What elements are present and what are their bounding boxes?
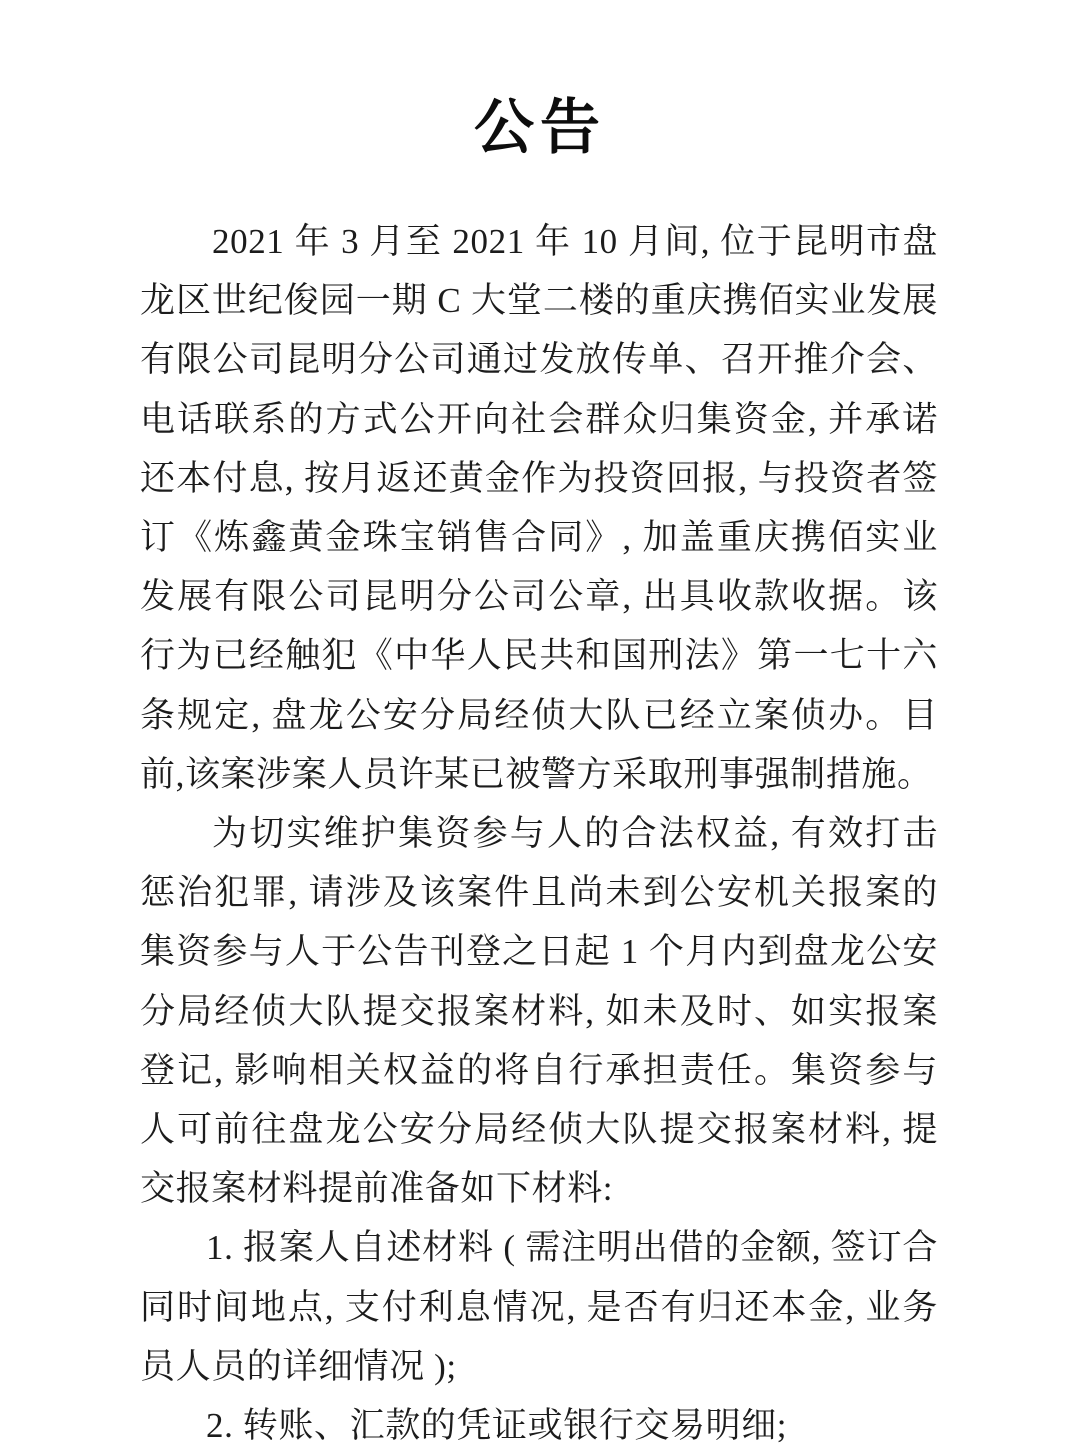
body-paragraph-2: 为切实维护集资参与人的合法权益, 有效打击惩治犯罪, 请涉及该案件且尚未到公安机关报案的集资参与人于公告刊登之日起 1 个月内到盘龙公安分局经侦大队提交报案材料, 如未及时、如实报案登记, 影响相关权益的将自行承担责任。集资参与人可前往盘龙公安分局经侦大队提交报案材料, 提交报案材料提前准备如下材料:: [140, 814, 938, 1209]
required-materials-item-2: 2. 转账、汇款的凭证或银行交易明细;: [206, 1406, 788, 1446]
page-title: 公告: [474, 93, 606, 164]
document-body: [140, 212, 938, 1455]
required-materials-item-1: 1. 报案人自述材料 ( 需注明出借的金额, 签订合同时间地点, 支付利息情况, 是否有归还本金, 业务员人员的详细情况 );: [140, 1228, 938, 1386]
body-paragraph-1: 2021 年 3 月至 2021 年 10 月间, 位于昆明市盘龙区世纪俊园一期 C 大堂二楼的重庆携佰实业发展有限公司昆明分公司通过发放传单、召开推介会、电话联系的方式公开向社会群众归集资金, 并承诺还本付息, 按月返还黄金作为投资回报, 与投资者签订《炼鑫黄金珠宝销售合同》, 加盖重庆携佰实业发展有限公司昆明分公司公章, 出具收款收据。该行为已经触犯《中华人民共和国刑法》第一七十六条规定, 盘龙公安分局经侦大队已经立案侦办。目前,该案涉案人员许某已被警方采取刑事强制措施。: [140, 222, 938, 794]
